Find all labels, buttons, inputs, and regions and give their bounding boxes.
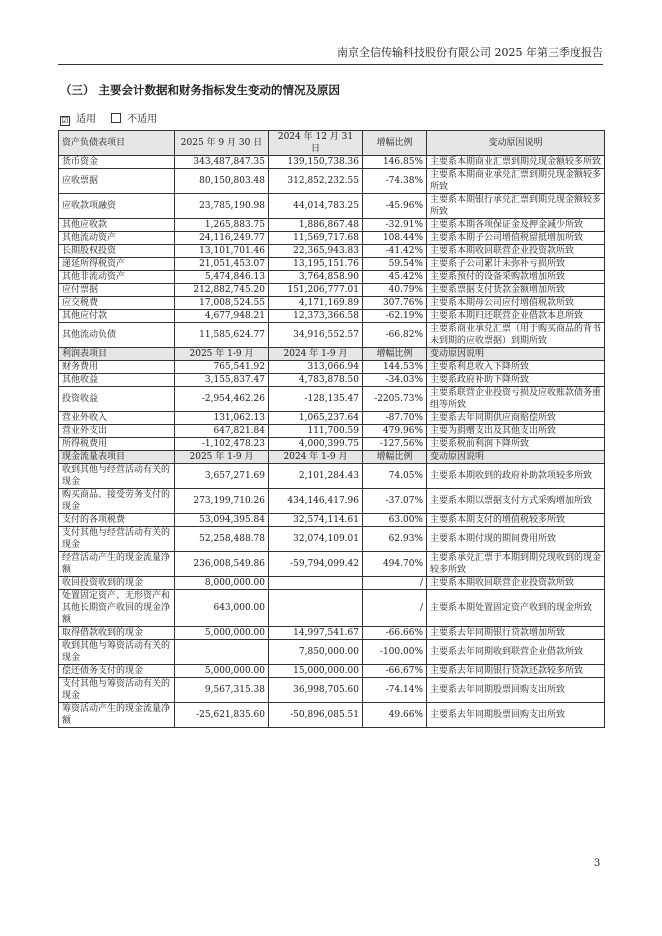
change-reason: 主要系本期母公司应付增值税款所致 [427,297,605,310]
value-prior: 313,066.94 [269,361,363,374]
change-reason: 主要系本期支付的增值税较多所致 [427,514,605,527]
value-current: 1,265,883.75 [175,219,269,232]
item-name: 长期股权投资 [59,245,175,258]
column-header: 变动原因说明 [427,131,605,156]
change-reason: 主要系本期付现的期间费用所致 [427,527,605,552]
column-header: 增幅比例 [363,451,427,464]
item-name: 收到其他与筹资活动有关的现金 [59,640,175,665]
value-prior: 11,569,717.68 [269,232,363,245]
item-name: 其他流动资产 [59,232,175,245]
change-reason: 主要系去年同期供应商赔偿所致 [427,412,605,425]
table-row [59,552,605,577]
value-prior: 1,065,237.64 [269,412,363,425]
page-number: 3 [594,858,601,869]
value-prior: 3,764,858.90 [269,271,363,284]
table-row [59,527,605,552]
change-ratio: 63.00% [363,514,427,527]
change-ratio: 108.44% [363,232,427,245]
item-name: 其他应收款 [59,219,175,232]
table-row [59,232,605,245]
table-row [59,703,605,728]
table-row [59,258,605,271]
change-reason: 主要系本期商业承兑汇票到期兑现金额较多所致 [427,169,605,194]
value-current: -25,621,835.60 [175,703,269,728]
change-reason: 主要系承兑汇票于本期到期兑现收到的现金较多所致 [427,552,605,577]
change-ratio: -74.14% [363,678,427,703]
value-current: 9,567,315.38 [175,678,269,703]
change-ratio: 59.54% [363,258,427,271]
change-reason: 主要系预付的设备采购款增加所致 [427,271,605,284]
value-prior: -128,135.47 [269,387,363,412]
value-prior: 111,700.59 [269,425,363,438]
table-section-header [59,348,605,361]
change-ratio: -87.70% [363,412,427,425]
change-ratio: -66.82% [363,323,427,348]
value-prior: -59,794,099.42 [269,552,363,577]
item-name: 其他应付款 [59,310,175,323]
value-current: -2,954,462.26 [175,387,269,412]
value-prior: -50,896,085.51 [269,703,363,728]
change-ratio: 74.05% [363,464,427,489]
column-header: 2024 年 1-9 月 [269,451,363,464]
value-current: 236,008,549.86 [175,552,269,577]
change-ratio: -45.96% [363,194,427,219]
item-name: 筹资活动产生的现金流量净额 [59,703,175,728]
value-prior: 44,014,783.25 [269,194,363,219]
change-ratio: -127.56% [363,438,427,451]
value-current: 5,000,000.00 [175,627,269,640]
change-ratio: / [363,577,427,590]
item-name: 应收款项融资 [59,194,175,219]
table-row [59,640,605,665]
change-reason: 主要系去年同期股票回购支出所致 [427,703,605,728]
value-current: 3,657,271.69 [175,464,269,489]
column-header: 2025 年 9 月 30 日 [175,131,269,156]
column-header: 增幅比例 [363,131,427,156]
change-reason: 主要系子公司累计未弥补亏损所致 [427,258,605,271]
value-prior: 434,146,417.96 [269,489,363,514]
change-ratio: -41.42% [363,245,427,258]
value-current: 765,541.92 [175,361,269,374]
table-row [59,678,605,703]
item-name: 所得税费用 [59,438,175,451]
change-reason: 主要系联营企业投资亏损及应收账款债务重组等所致 [427,387,605,412]
table-row [59,438,605,451]
value-prior: 139,150,738.36 [269,156,363,169]
value-current: 17,008,524.55 [175,297,269,310]
column-header: 变动原因说明 [427,451,605,464]
change-reason: 主要系本期银行承兑汇票到期兑现金额较多所致 [427,194,605,219]
table-row [59,425,605,438]
change-ratio: -74.38% [363,169,427,194]
item-name: 收回投资收到的现金 [59,577,175,590]
change-ratio: -66.66% [363,627,427,640]
item-name: 经营活动产生的现金流量净额 [59,552,175,577]
applicability-options [60,110,169,126]
change-ratio: 144.53% [363,361,427,374]
table-row [59,219,605,232]
checked-box-icon: ☑ [61,116,69,125]
change-ratio: -100.00% [363,640,427,665]
change-reason: 主要系利息收入下降所致 [427,361,605,374]
table-row [59,310,605,323]
value-current: 5,000,000.00 [175,665,269,678]
value-prior: 7,850,000.00 [269,640,363,665]
table-row [59,464,605,489]
item-name: 投资收益 [59,387,175,412]
item-name: 取得借款收到的现金 [59,627,175,640]
item-name: 偿还债务支付的现金 [59,665,175,678]
table-row [59,590,605,627]
table-row [59,323,605,348]
change-ratio: -62.19% [363,310,427,323]
change-ratio: 494.70% [363,552,427,577]
column-header: 2024 年 12 月 31 日 [269,131,363,156]
change-reason: 主要系本期商业汇票到期兑现金额较多所致 [427,156,605,169]
item-name: 处置固定资产、无形资产和其他长期资产收回的现金净额 [59,590,175,627]
column-header: 2025 年 1-9 月 [175,348,269,361]
item-name: 营业外支出 [59,425,175,438]
column-header: 变动原因说明 [427,348,605,361]
change-reason: 主要系政府补助下降所致 [427,374,605,387]
change-ratio: 40.79% [363,284,427,297]
value-prior: 2,101,284.43 [269,464,363,489]
change-reason: 主要系本期收到的政府补助款项较多所致 [427,464,605,489]
item-name: 支付其他与筹资活动有关的现金 [59,678,175,703]
table-section-header [59,451,605,464]
value-prior: 4,000,399.75 [269,438,363,451]
value-current: 8,000,000.00 [175,577,269,590]
value-current: 52,258,488.78 [175,527,269,552]
not-applicable-option[interactable] [111,114,163,125]
table-row [59,361,605,374]
value-current: 5,474,846.13 [175,271,269,284]
column-header: 利润表项目 [59,348,175,361]
table-row [59,665,605,678]
value-prior: 13,195,151.76 [269,258,363,271]
table-row [59,271,605,284]
value-prior: 32,074,109.01 [269,527,363,552]
value-current [175,640,269,665]
section-title: （三） 主要会计数据和财务指标发生变动的情况及原因 [60,83,341,97]
table-row [59,387,605,412]
not-applicable-label: 不适用 [127,114,158,125]
value-prior: 36,998,705.60 [269,678,363,703]
item-name: 支付的各项税费 [59,514,175,527]
applicable-option[interactable] [60,114,102,125]
item-name: 应交税费 [59,297,175,310]
change-reason: 主要系去年同期银行贷款增加所致 [427,627,605,640]
value-current: 80,150,803.48 [175,169,269,194]
change-ratio: 49.66% [363,703,427,728]
value-prior: 15,000,000.00 [269,665,363,678]
value-current: 212,882,745.20 [175,284,269,297]
change-reason: 主要系税前利润下降所致 [427,438,605,451]
table-row [59,169,605,194]
table-row [59,374,605,387]
value-prior: 1,886,867.48 [269,219,363,232]
item-name: 财务费用 [59,361,175,374]
change-ratio: 146.85% [363,156,427,169]
page-header: 南京全信传输科技股份有限公司 2025 年第三季度报告 [58,44,603,65]
change-reason: 主要系商业承兑汇票（用于购买商品的背书未到期的应收票据）到期所致 [427,323,605,348]
item-name: 营业外收入 [59,412,175,425]
value-prior: 32,574,114.61 [269,514,363,527]
change-reason: 主要系本期以票据支付方式采购增加所致 [427,489,605,514]
value-prior [269,577,363,590]
table-row [59,577,605,590]
change-reason: 主要系本期处置固定资产收到的现金所致 [427,590,605,627]
change-reason: 主要系本期收回联营企业投资款所致 [427,577,605,590]
column-header: 增幅比例 [363,348,427,361]
item-name: 收到其他与经营活动有关的现金 [59,464,175,489]
table-row [59,297,605,310]
value-prior: 14,997,541.67 [269,627,363,640]
table-section-header [59,131,605,156]
column-header: 现金流量表项目 [59,451,175,464]
value-current: -1,102,478.23 [175,438,269,451]
change-reason: 主要系本期归还联营企业借款本息所致 [427,310,605,323]
change-ratio: 45.42% [363,271,427,284]
value-current: 273,199,710.26 [175,489,269,514]
value-current: 4,677,948.21 [175,310,269,323]
item-name: 其他非流动资产 [59,271,175,284]
table-row [59,412,605,425]
value-current: 647,821.84 [175,425,269,438]
change-reason: 主要系去年同期收到联营企业借款所致 [427,640,605,665]
value-current: 24,116,249.77 [175,232,269,245]
value-current: 131,062.13 [175,412,269,425]
value-prior: 22,365,943.83 [269,245,363,258]
table-row [59,245,605,258]
column-header: 资产负债表项目 [59,131,175,156]
value-prior: 151,206,777.01 [269,284,363,297]
value-prior: 12,373,366.58 [269,310,363,323]
change-ratio: -32.91% [363,219,427,232]
value-current: 13,101,701.46 [175,245,269,258]
value-current: 643,000.00 [175,590,269,627]
change-reason: 主要为捐赠支出及其他支出所致 [427,425,605,438]
change-ratio: -2205.73% [363,387,427,412]
item-name: 应付票据 [59,284,175,297]
change-reason: 主要系去年同期股票回购支出所致 [427,678,605,703]
column-header: 2025 年 1-9 月 [175,451,269,464]
applicable-label: 适用 [76,114,96,125]
item-name: 其他流动负债 [59,323,175,348]
value-current: 21,051,453.07 [175,258,269,271]
change-ratio: -34.03% [363,374,427,387]
change-reason: 主要系本期各项保证金及押金减少所致 [427,219,605,232]
value-current: 343,487,847.35 [175,156,269,169]
change-reason: 主要系本期收回联营企业投资款所致 [427,245,605,258]
column-header: 2024 年 1-9 月 [269,348,363,361]
value-prior: 4,783,878.50 [269,374,363,387]
item-name: 购买商品、接受劳务支付的现金 [59,489,175,514]
unchecked-box-icon [111,113,121,123]
change-ratio: 62.93% [363,527,427,552]
value-current: 11,585,624.77 [175,323,269,348]
change-ratio: -66.67% [363,665,427,678]
value-prior: 312,852,232.55 [269,169,363,194]
item-name: 应收票据 [59,169,175,194]
value-prior: 34,916,552.57 [269,323,363,348]
change-reason: 主要系票据支付货款金额增加所致 [427,284,605,297]
item-name: 支付其他与经营活动有关的现金 [59,527,175,552]
change-ratio: -37.07% [363,489,427,514]
value-prior [269,590,363,627]
change-reason: 主要系本期子公司增值税留抵增加所致 [427,232,605,245]
value-current: 3,155,837.47 [175,374,269,387]
change-ratio: / [363,590,427,627]
table-row [59,156,605,169]
table-row [59,194,605,219]
item-name: 货币资金 [59,156,175,169]
table-row [59,284,605,297]
financial-changes-table [58,130,605,728]
change-ratio: 479.96% [363,425,427,438]
table-row [59,489,605,514]
value-current: 53,094,395.84 [175,514,269,527]
table-row [59,627,605,640]
value-current: 23,785,190.98 [175,194,269,219]
change-reason: 主要系去年同期银行贷款还款较多所致 [427,665,605,678]
item-name: 递延所得税资产 [59,258,175,271]
value-prior: 4,171,169.89 [269,297,363,310]
item-name: 其他收益 [59,374,175,387]
change-ratio: 307.76% [363,297,427,310]
table-row [59,514,605,527]
